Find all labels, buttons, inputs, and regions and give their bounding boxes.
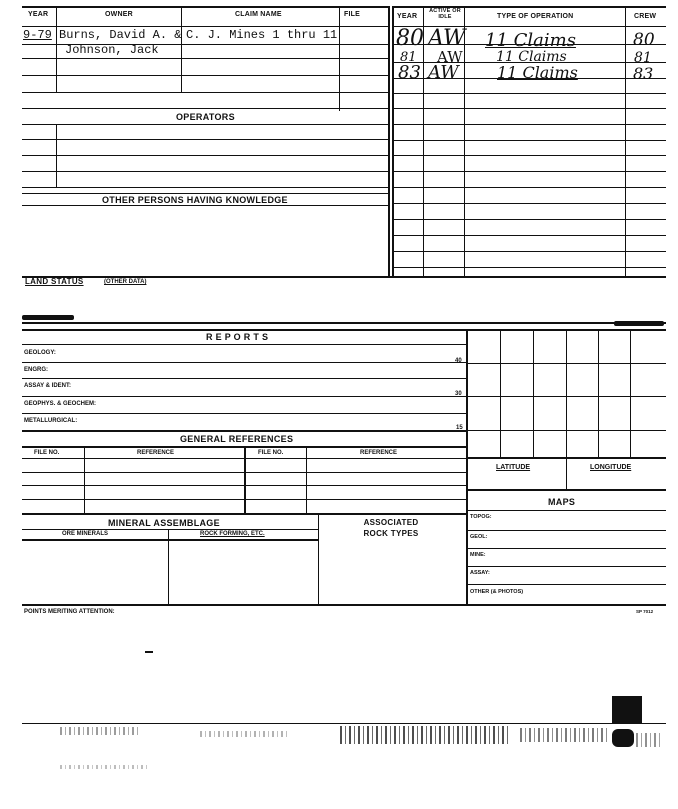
col-header-owner: OWNER <box>105 11 133 18</box>
assay-ident-label: ASSAY & IDENT: <box>24 383 72 389</box>
ref-col-file-no-1: FILE NO. <box>34 450 60 456</box>
col-header-year: YEAR <box>28 11 49 18</box>
rock-forming-label: ROCK FORMING, ETC. <box>200 531 265 537</box>
maps-other-label: OTHER (& PHOTOS) <box>470 589 524 595</box>
maps-assay-label: ASSAY: <box>470 570 490 576</box>
col-header-claim-name: CLAIM NAME <box>235 11 282 18</box>
activity-status: AW <box>428 62 459 83</box>
longitude-label: LONGITUDE <box>590 464 632 471</box>
ref-col-reference-2: REFERENCE <box>360 450 398 456</box>
land-status-sub: (OTHER DATA) <box>104 279 147 285</box>
ref-col-file-no-2: FILE NO. <box>258 450 284 456</box>
activity-year: 83 <box>398 62 421 83</box>
reports-num-1: 40 <box>455 358 462 364</box>
metallurgical-label: METALLURGICAL: <box>24 418 78 424</box>
activity-operation: 11 Claims <box>485 30 576 51</box>
points-meriting-attention-label: POINTS MERITING ATTENTION: <box>24 609 115 615</box>
col-header-crew: CREW <box>634 13 657 20</box>
maps-label: MAPS <box>548 497 576 507</box>
entry-claim-line1: C. J. Mines 1 thru 11 <box>186 28 338 42</box>
activity-crew: 80 <box>633 30 655 50</box>
other-persons-label: OTHER PERSONS HAVING KNOWLEDGE <box>102 195 288 205</box>
reports-num-3: 15 <box>456 425 463 431</box>
land-status-label: LAND STATUS <box>25 277 84 286</box>
geophys-label: GEOPHYS. & GEOCHEM: <box>24 401 97 407</box>
activity-operation: 11 Claims <box>496 49 567 65</box>
activity-status: AW <box>437 48 463 66</box>
col-header-file: FILE <box>344 11 360 18</box>
associated-rock-types-label: ASSOCIATED ROCK TYPES <box>363 518 419 538</box>
entry-year: 9-79 <box>23 28 52 42</box>
operators-label: OPERATORS <box>176 112 235 122</box>
activity-crew: 83 <box>633 64 654 83</box>
entry-owner-line1: Burns, David A. & <box>59 28 182 42</box>
col-header-year-2: YEAR <box>397 13 418 20</box>
engrg-label: ENGRG: <box>24 367 48 373</box>
col-header-active-or-idle: ACTIVE OR IDLE <box>429 8 461 20</box>
activity-year: 81 <box>400 50 417 65</box>
activity-year: 80 <box>396 26 424 51</box>
ore-minerals-label: ORE MINERALS <box>62 531 109 537</box>
reports-label: R E P O R T S <box>206 332 269 342</box>
maps-geol-label: GEOL: <box>470 534 488 540</box>
entry-owner-line2: Johnson, Jack <box>65 43 159 57</box>
latitude-label: LATITUDE <box>496 464 531 471</box>
activity-crew: 81 <box>634 50 652 66</box>
col-header-type-of-operation: TYPE OF OPERATION <box>497 13 574 20</box>
maps-topog-label: TOPOG: <box>470 514 492 520</box>
activity-status: AW <box>428 26 466 51</box>
maps-mine-label: MINE: <box>470 552 486 558</box>
activity-operation: 11 Claims <box>497 63 578 82</box>
ref-col-reference-1: REFERENCE <box>137 450 175 456</box>
general-references-label: GENERAL REFERENCES <box>180 434 294 444</box>
geology-label: GEOLOGY: <box>24 350 56 356</box>
reports-num-2: 30 <box>455 391 462 397</box>
form-number: SP 7012 <box>636 609 654 614</box>
mineral-assemblage-label: MINERAL ASSEMBLAGE <box>108 518 220 528</box>
